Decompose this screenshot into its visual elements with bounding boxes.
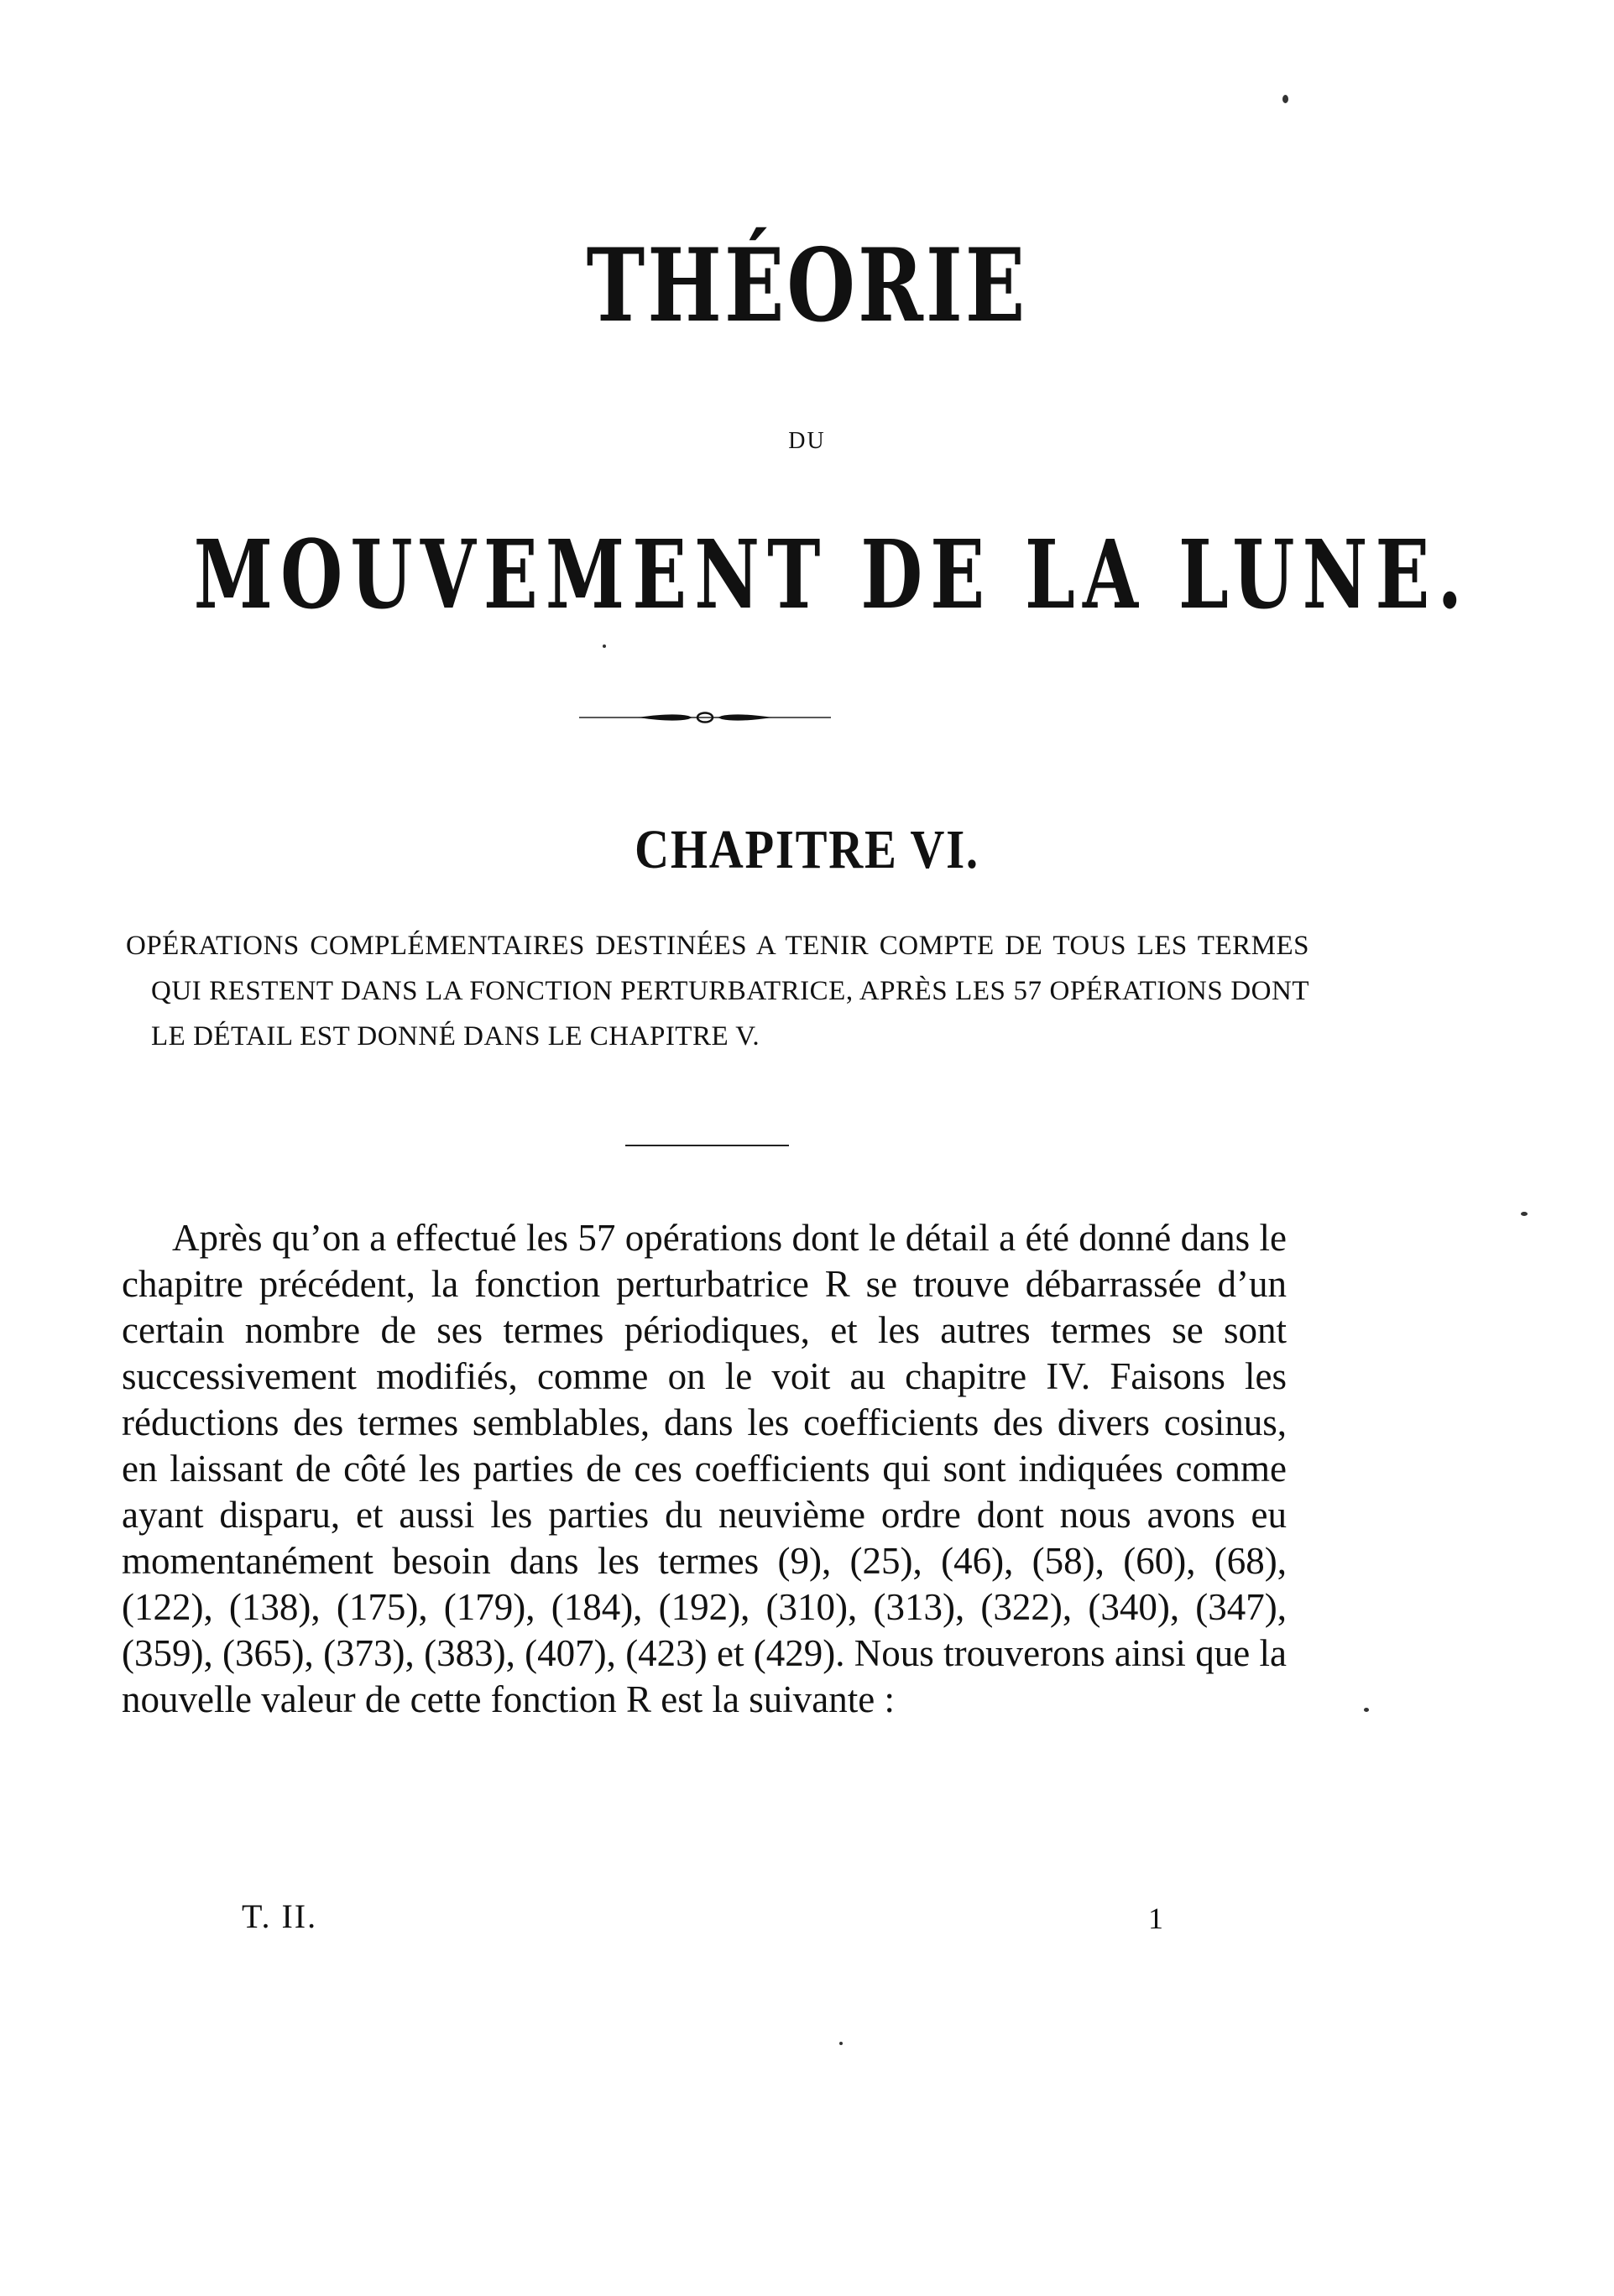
scan-speck [839, 2042, 843, 2045]
title-main: THÉORIE [586, 227, 1028, 345]
chapter-heading: CHAPITRE VI. [635, 819, 979, 880]
scan-speck [1282, 95, 1288, 103]
title-connector: DU [788, 428, 826, 454]
body-paragraph: Après qu’on a effectué les 57 opérations dont le détail a été donné dans le chapitre précédent, la fonction perturbatrice R se trouve débarrassée d’un certain nombre de ses termes périodiques, et les autres termes se sont successivement modifiés, comme on le voit au chapitre IV. Faisons les réductions des termes semblables, dans les coefficients des divers cosinus, en laissant de côté les parties de ces coefficients qui sont indiquées comme ayant disparu, et aussi les parties du neuvième ordre dont nous avons eu momentanément besoin dans les termes (9), (25), (46), (58), (60), (68), (122), (138), (175), (179), (184), (192), (310), (313), (322), (340), (347), (359), (365), (373), (383), (407), (423) et (429). Nous trouverons ainsi que la nouvelle valeur de cette fonction R est la suivante : [122, 1217, 1287, 1720]
scan-speck [1364, 1708, 1369, 1712]
scan-speck [1521, 1212, 1528, 1216]
scan-speck [603, 644, 606, 648]
footer-volume: T. II. [242, 1897, 318, 1935]
section-divider [625, 1145, 789, 1146]
title-subtitle: MOUVEMENT DE LA LUNE. [193, 520, 1470, 630]
chapter-summary: OPÉRATIONS COMPLÉMENTAIRES DESTINÉES A TENIR COMPTE DE TOUS LES TERMES QUI RESTENT DANS LA FONCTION PERTURBATRICE, APRÈS LES 57 OPÉRATIONS DONT LE DÉTAIL EST DONNÉ DANS LE CHAPITRE V. [126, 931, 1309, 1051]
ornamental-rule-icon [579, 705, 831, 730]
footer-page-number: 1 [1148, 1902, 1163, 1935]
